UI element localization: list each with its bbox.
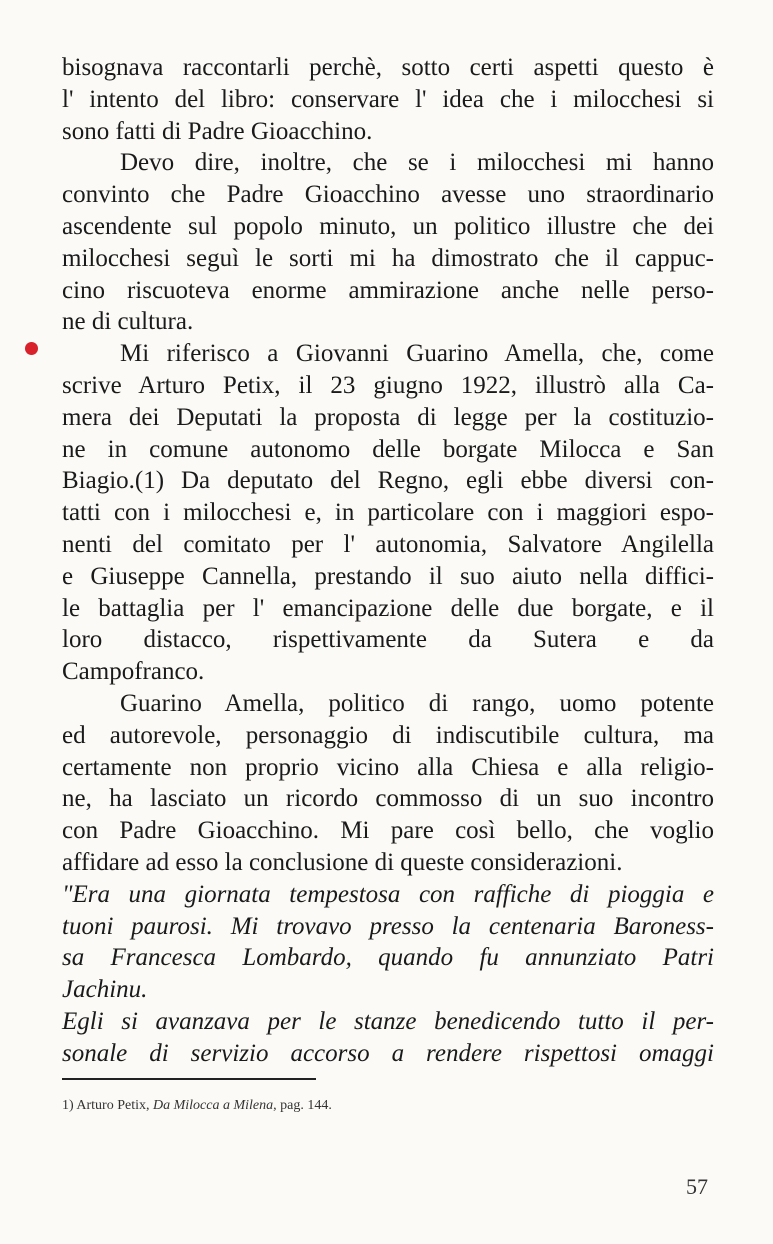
text-line: Campofranco. bbox=[62, 658, 205, 686]
text-line: sono fatti di Padre Gioacchino. bbox=[62, 117, 373, 145]
text-line: con Padre Gioacchino. Mi pare così bello, che voglio bbox=[62, 817, 714, 845]
text-line: Egli si avanzava per le stanze benedicendo tutto il per- bbox=[62, 1007, 714, 1035]
text-line: ne, ha lasciato un ricordo commosso di un suo incontro bbox=[62, 785, 714, 813]
text-line: Devo dire, inoltre, che se i milocchesi mi hanno bbox=[120, 149, 714, 177]
text-line: affidare ad esso la conclusione di queste considerazioni. bbox=[62, 848, 623, 876]
paragraph bbox=[62, 688, 714, 879]
paragraph bbox=[62, 879, 714, 1006]
text-line: le battaglia per l' emancipazione delle due borgate, e il bbox=[62, 594, 714, 622]
text-line: ne di cultura. bbox=[62, 308, 194, 336]
text-line: milocchesi seguì le sorti mi ha dimostrato che il cappuc- bbox=[62, 244, 714, 272]
text-line: nenti del comitato per l' autonomia, Salvatore Angilella bbox=[62, 530, 714, 558]
text-line: ne in comune autonomo delle borgate Milocca e San bbox=[62, 435, 714, 463]
text-line: ascendente sul popolo minuto, un politico illustre che dei bbox=[62, 212, 714, 240]
text-line: e Giuseppe Cannella, prestando il suo aiuto nella diffici- bbox=[62, 562, 714, 590]
text-line: certamente non proprio vicino alla Chiesa e alla religio- bbox=[62, 753, 714, 781]
text-line: Biagio.(1) Da deputato del Regno, egli ebbe diversi con- bbox=[62, 467, 714, 495]
text-line: Guarino Amella, politico di rango, uomo potente bbox=[120, 689, 714, 717]
text-line: Jachinu. bbox=[62, 976, 148, 1004]
text-line: bisognava raccontarli perchè, sotto certi aspetti questo è bbox=[62, 54, 714, 81]
footnote-prefix: 1) Arturo Petix, bbox=[62, 1098, 153, 1113]
text-line: sonale di servizio accorso a rendere rispettosi omaggi bbox=[62, 1039, 714, 1067]
footnote-suffix: , pag. 144. bbox=[273, 1098, 332, 1113]
footnote-separator bbox=[62, 1078, 316, 1080]
paragraph bbox=[62, 1006, 714, 1070]
footnote bbox=[62, 1098, 332, 1114]
text-line: mera dei Deputati la proposta di legge per la costituzio- bbox=[62, 403, 714, 431]
page-body-text bbox=[62, 52, 714, 1070]
text-line: Mi riferisco a Giovanni Guarino Amella, che, come bbox=[120, 340, 714, 368]
text-line: cino riscuoteva enorme ammirazione anche nelle perso- bbox=[62, 276, 714, 304]
paragraph bbox=[62, 147, 714, 338]
text-line: "Era una giornata tempestosa con raffiche di pioggia e bbox=[62, 880, 714, 908]
text-line: loro distacco, rispettivamente da Sutera e da bbox=[62, 626, 714, 654]
text-line: scrive Arturo Petix, il 23 giugno 1922, illustrò alla Ca- bbox=[62, 371, 714, 399]
paragraph bbox=[62, 52, 714, 147]
text-line: ed autorevole, personaggio di indiscutibile cultura, ma bbox=[62, 721, 714, 749]
footnote-book-title: Da Milocca a Milena bbox=[153, 1098, 274, 1113]
text-line: tatti con i milocchesi e, in particolare con i maggiori espo- bbox=[62, 499, 714, 527]
text-line: sa Francesca Lombardo, quando fu annunziato Patri bbox=[62, 944, 714, 972]
red-dot-marker bbox=[25, 342, 38, 355]
page-number: 57 bbox=[686, 1174, 708, 1199]
text-line: l' intento del libro: conservare l' idea che i milocchesi si bbox=[62, 85, 714, 113]
paragraph bbox=[62, 338, 714, 688]
text-line: convinto che Padre Gioacchino avesse uno straordinario bbox=[62, 181, 714, 209]
text-line: tuoni paurosi. Mi trovavo presso la centenaria Baroness- bbox=[62, 912, 714, 940]
